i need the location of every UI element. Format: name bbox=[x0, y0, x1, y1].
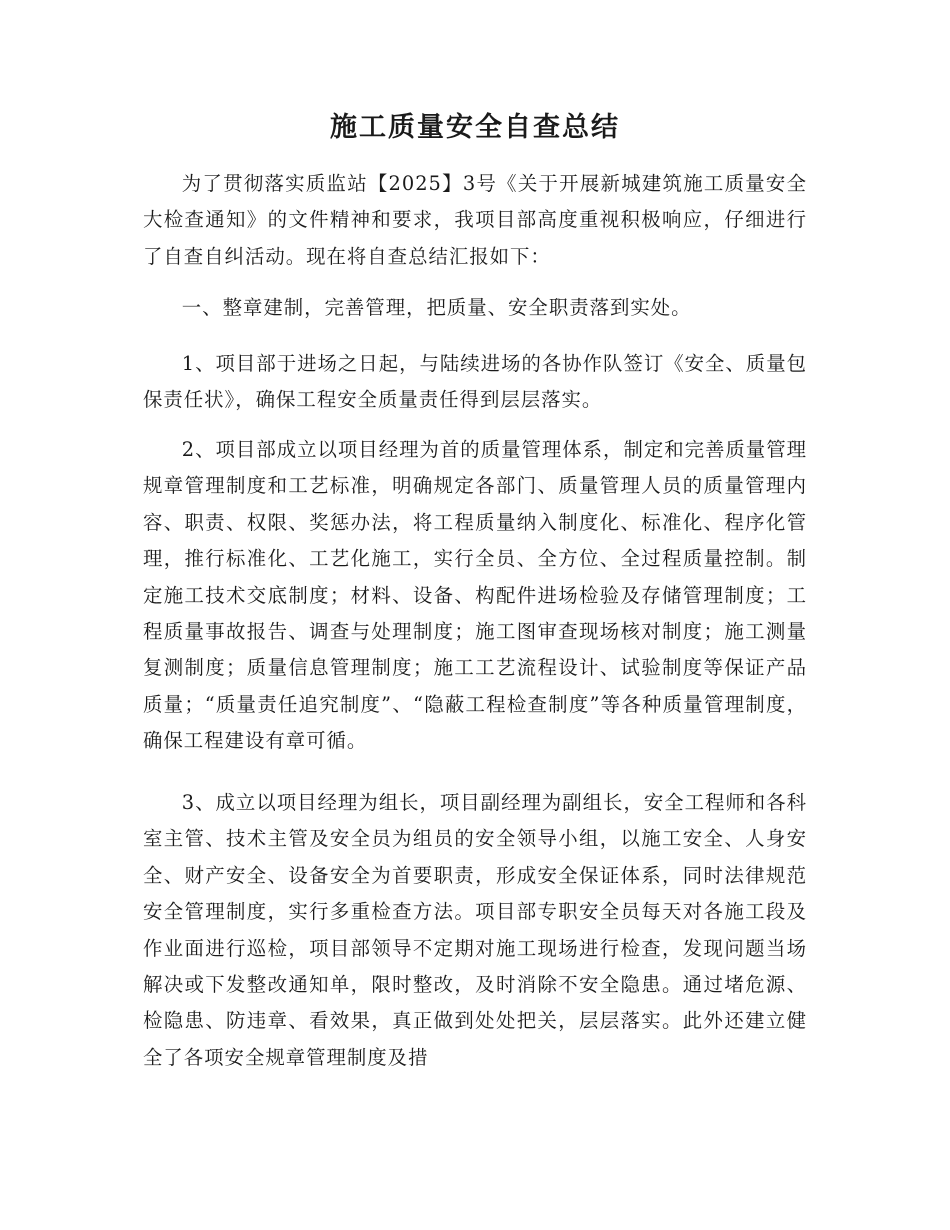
item-paragraph-1: 1、项目部于进场之日起，与陆续进场的各协作队签订《安全、质量包保责任状》，确保工程安全质量责任得到层层落实。 bbox=[143, 352, 807, 412]
section-heading-1: 一、整章建制，完善管理，把质量、安全职责落到实处。 bbox=[181, 296, 692, 319]
intro-paragraph: 为了贯彻落实质监站【2025】3号《关于开展新城建筑施工质量安全大检查通知》的文件精神和要求，我项目部高度重视积极响应，仔细进行了自查自纠活动。现在将自查总结汇报如下： bbox=[143, 172, 807, 268]
item-paragraph-3: 3、成立以项目经理为组长，项目副经理为副组长，安全工程师和各科室主管、技术主管及安全员为组员的安全领导小组，以施工安全、人身安全、财产安全、设备安全为首要职责，形成安全保证体系，同时法律规范安全管理制度，实行多重检查方法。项目部专职安全员每天对各施工段及作业面进行巡检，项目部领导不定期对施工现场进行检查，发现问题当场解决或下发整改通知单，限时整改，及时消除不安全隐患。通过堵危源、检隐患、防违章、看效果，真正做到处处把关，层层落实。此外还建立健全了各项安全规章管理制度及措 bbox=[143, 791, 807, 1069]
item-paragraph-2: 2、项目部成立以项目经理为首的质量管理体系，制定和完善质量管理规章管理制度和工艺标准，明确规定各部门、质量管理人员的质量管理内容、职责、权限、奖惩办法，将工程质量纳入制度化、标准化、程序化管理，推行标准化、工艺化施工，实行全员、全方位、全过程质量控制。制定施工技术交底制度；材料、设备、构配件进场检验及存储管理制度；工程质量事故报告、调查与处理制度；施工图审查现场核对制度；施工测量复测制度；质量信息管理制度；施工工艺流程设计、试验制度等保证产品质量；“质量责任追究制度”、“隐蔽工程检查制度”等各种质量管理制度，确保工程建设有章可循。 bbox=[143, 438, 807, 753]
document-title: 施工质量安全自查总结 bbox=[330, 112, 620, 143]
